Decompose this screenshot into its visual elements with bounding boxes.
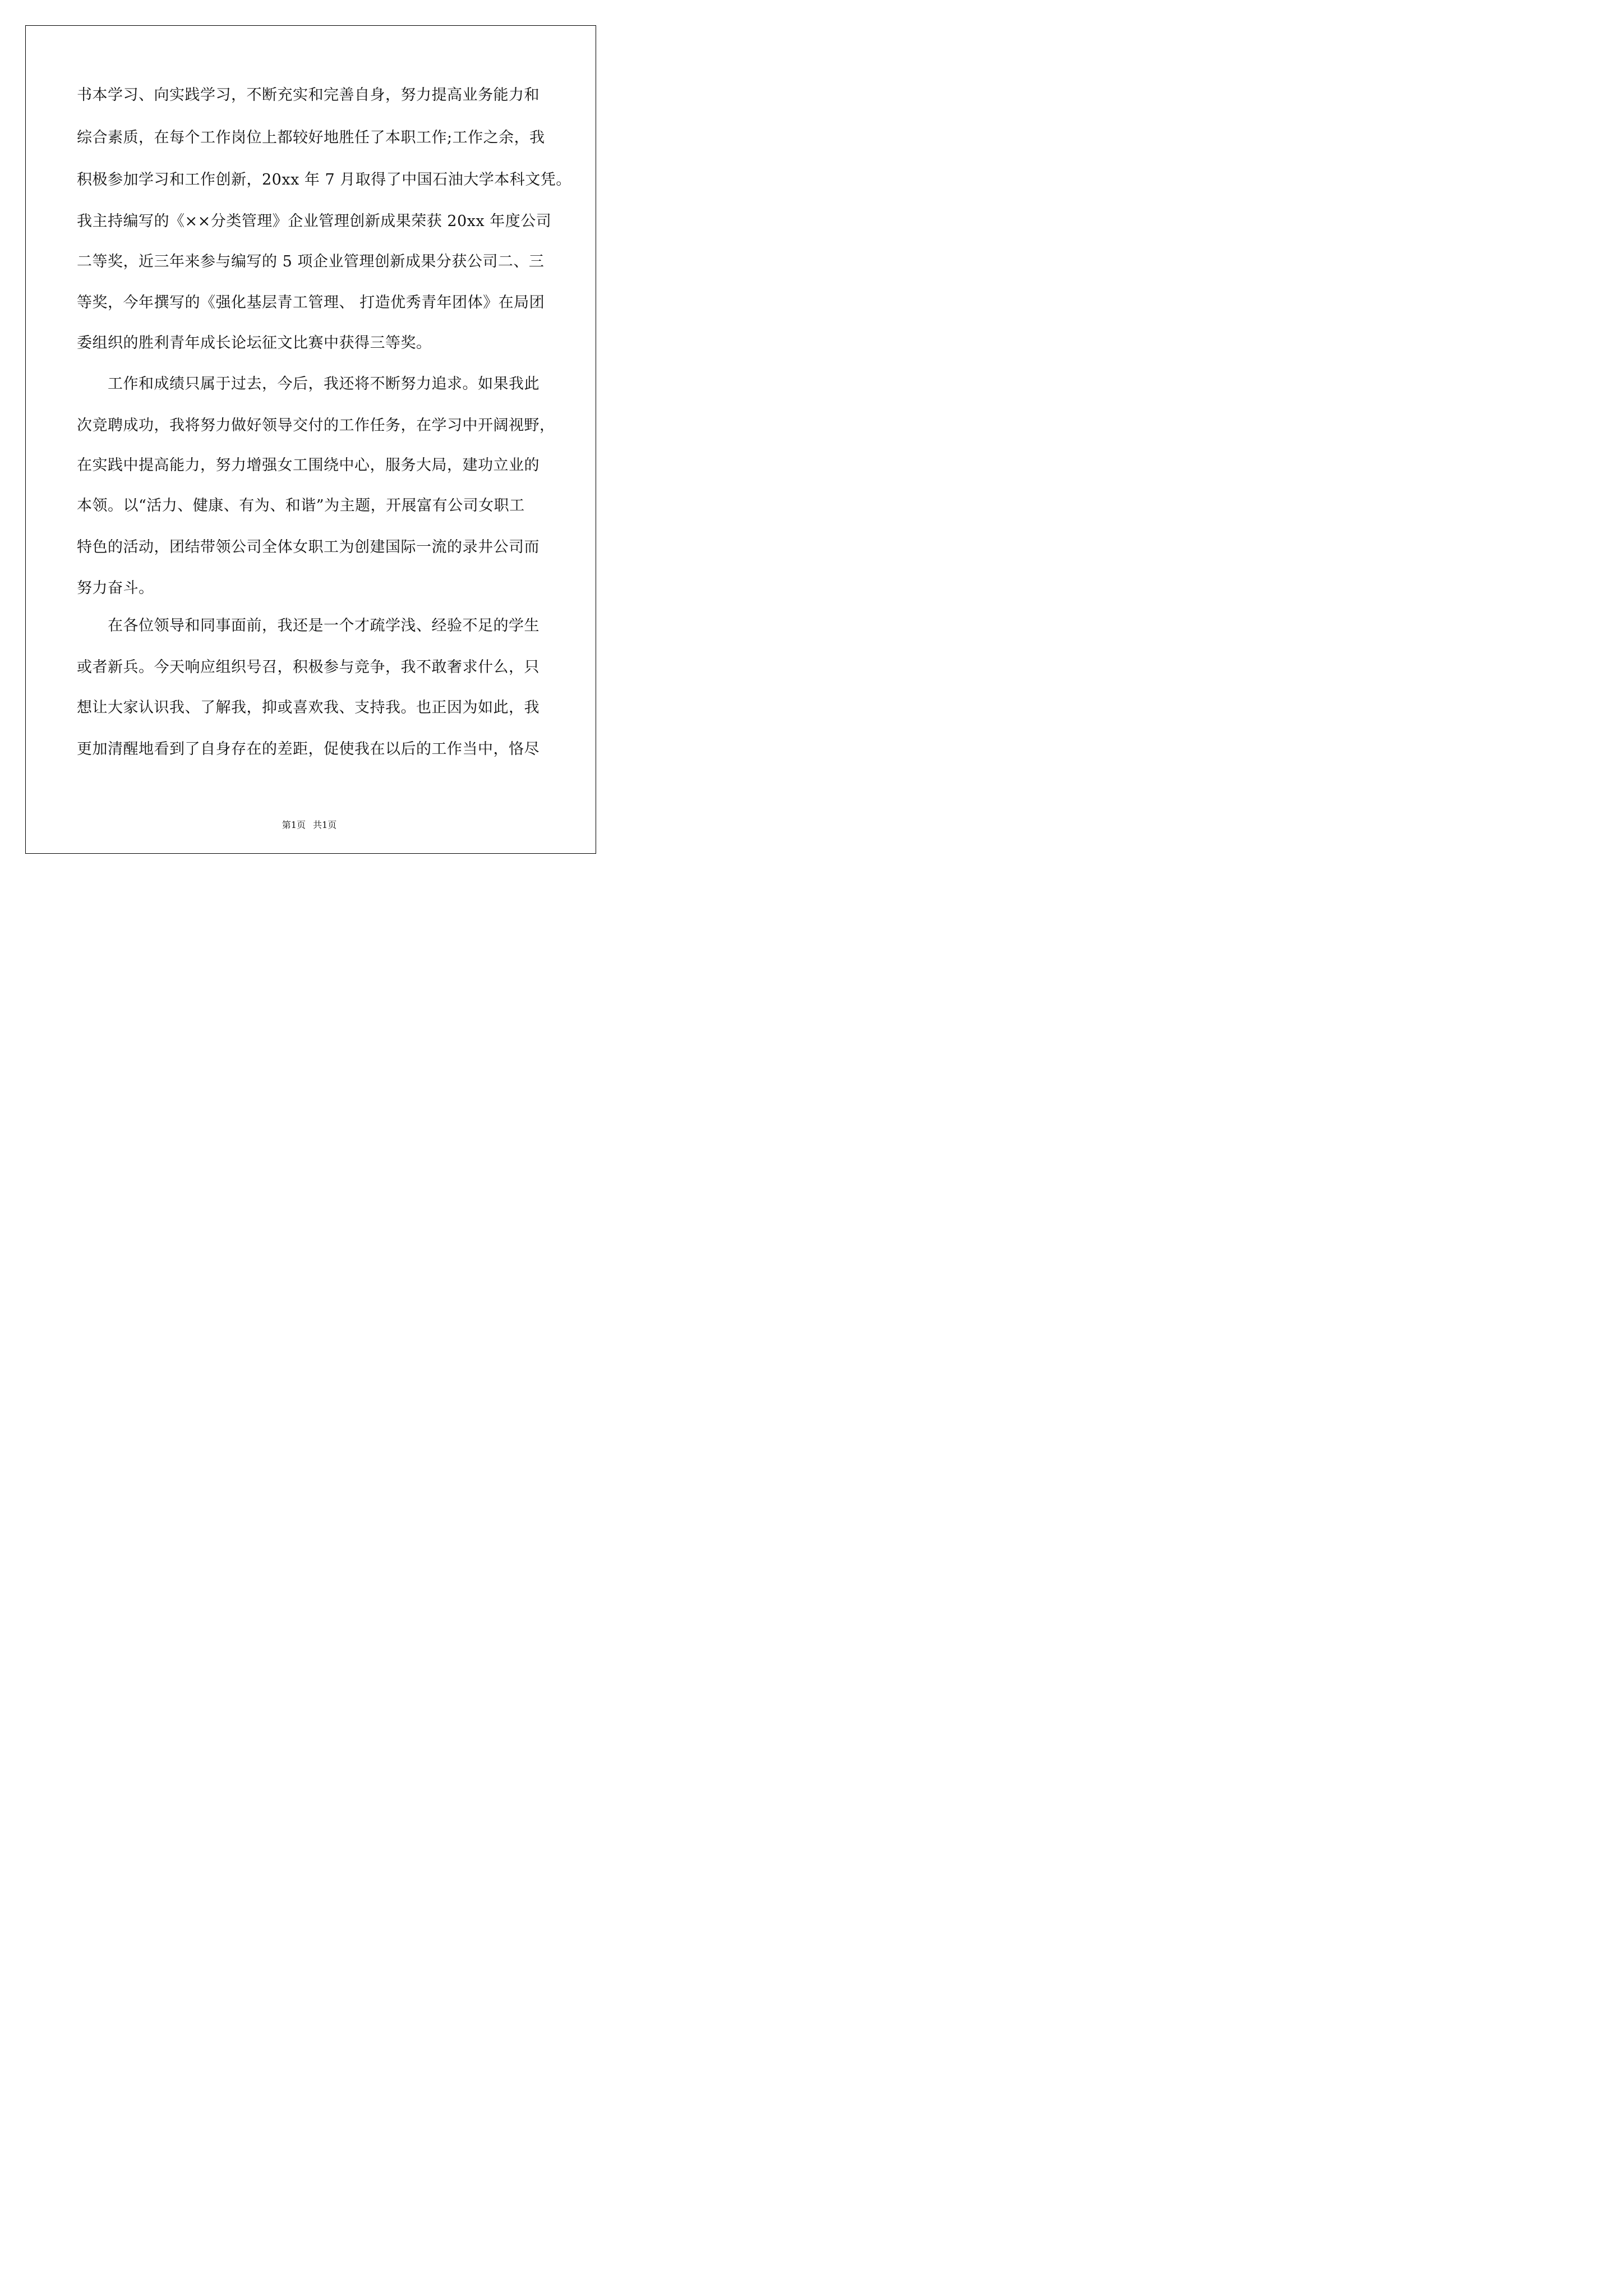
text-line: 努力奋斗。 [77,579,154,597]
text-line: 积极参加学习和工作创新，20xx 年 7 月取得了中国石油大学本科文凭。 [77,171,571,188]
text-line: 在实践中提高能力，努力增强女工围绕中心，服务大局，建功立业的 [77,457,540,474]
page-border [25,25,596,854]
page-total: 共1页 [313,820,337,830]
page-number: 第1页 [282,820,306,830]
text-line: 委组织的胜利青年成长论坛征文比赛中获得三等奖。 [77,334,432,352]
text-line: 特色的活动，团结带领公司全体女职工为创建国际一流的录井公司而 [77,539,540,556]
text-line: 更加清醒地看到了自身存在的差距，促使我在以后的工作当中，恪尽 [77,740,540,758]
text-line: 想让大家认识我、了解我，抑或喜欢我、支持我。也正因为如此，我 [77,699,540,716]
text-line: 二等奖，近三年来参与编写的 5 项企业管理创新成果分获公司二、三 [77,253,545,270]
page-footer [0,818,619,831]
paragraph-first-line: 工作和成绩只属于过去，今后，我还将不断努力追求。如果我此 [108,375,540,393]
text-line: 次竞聘成功，我将努力做好领导交付的工作任务，在学习中开阔视野， [77,417,555,434]
text-line: 综合素质，在每个工作岗位上都较好地胜任了本职工作;工作之余，我 [77,129,545,146]
text-line: 书本学习、向实践学习，不断充实和完善自身，努力提高业务能力和 [77,86,540,104]
text-line: 等奖，今年撰写的《强化基层青工管理、 打造优秀青年团体》在局团 [77,294,545,311]
text-line: 本领。以“活力、健康、有为、和谐”为主题，开展富有公司女职工 [77,497,525,514]
text-line: 我主持编写的《××分类管理》企业管理创新成果荣获 20xx 年度公司 [77,213,552,230]
text-line: 或者新兵。今天响应组织号召，积极参与竞争，我不敢奢求什么，只 [77,659,540,676]
paragraph-first-line: 在各位领导和同事面前，我还是一个才疏学浅、经验不足的学生 [108,617,540,634]
